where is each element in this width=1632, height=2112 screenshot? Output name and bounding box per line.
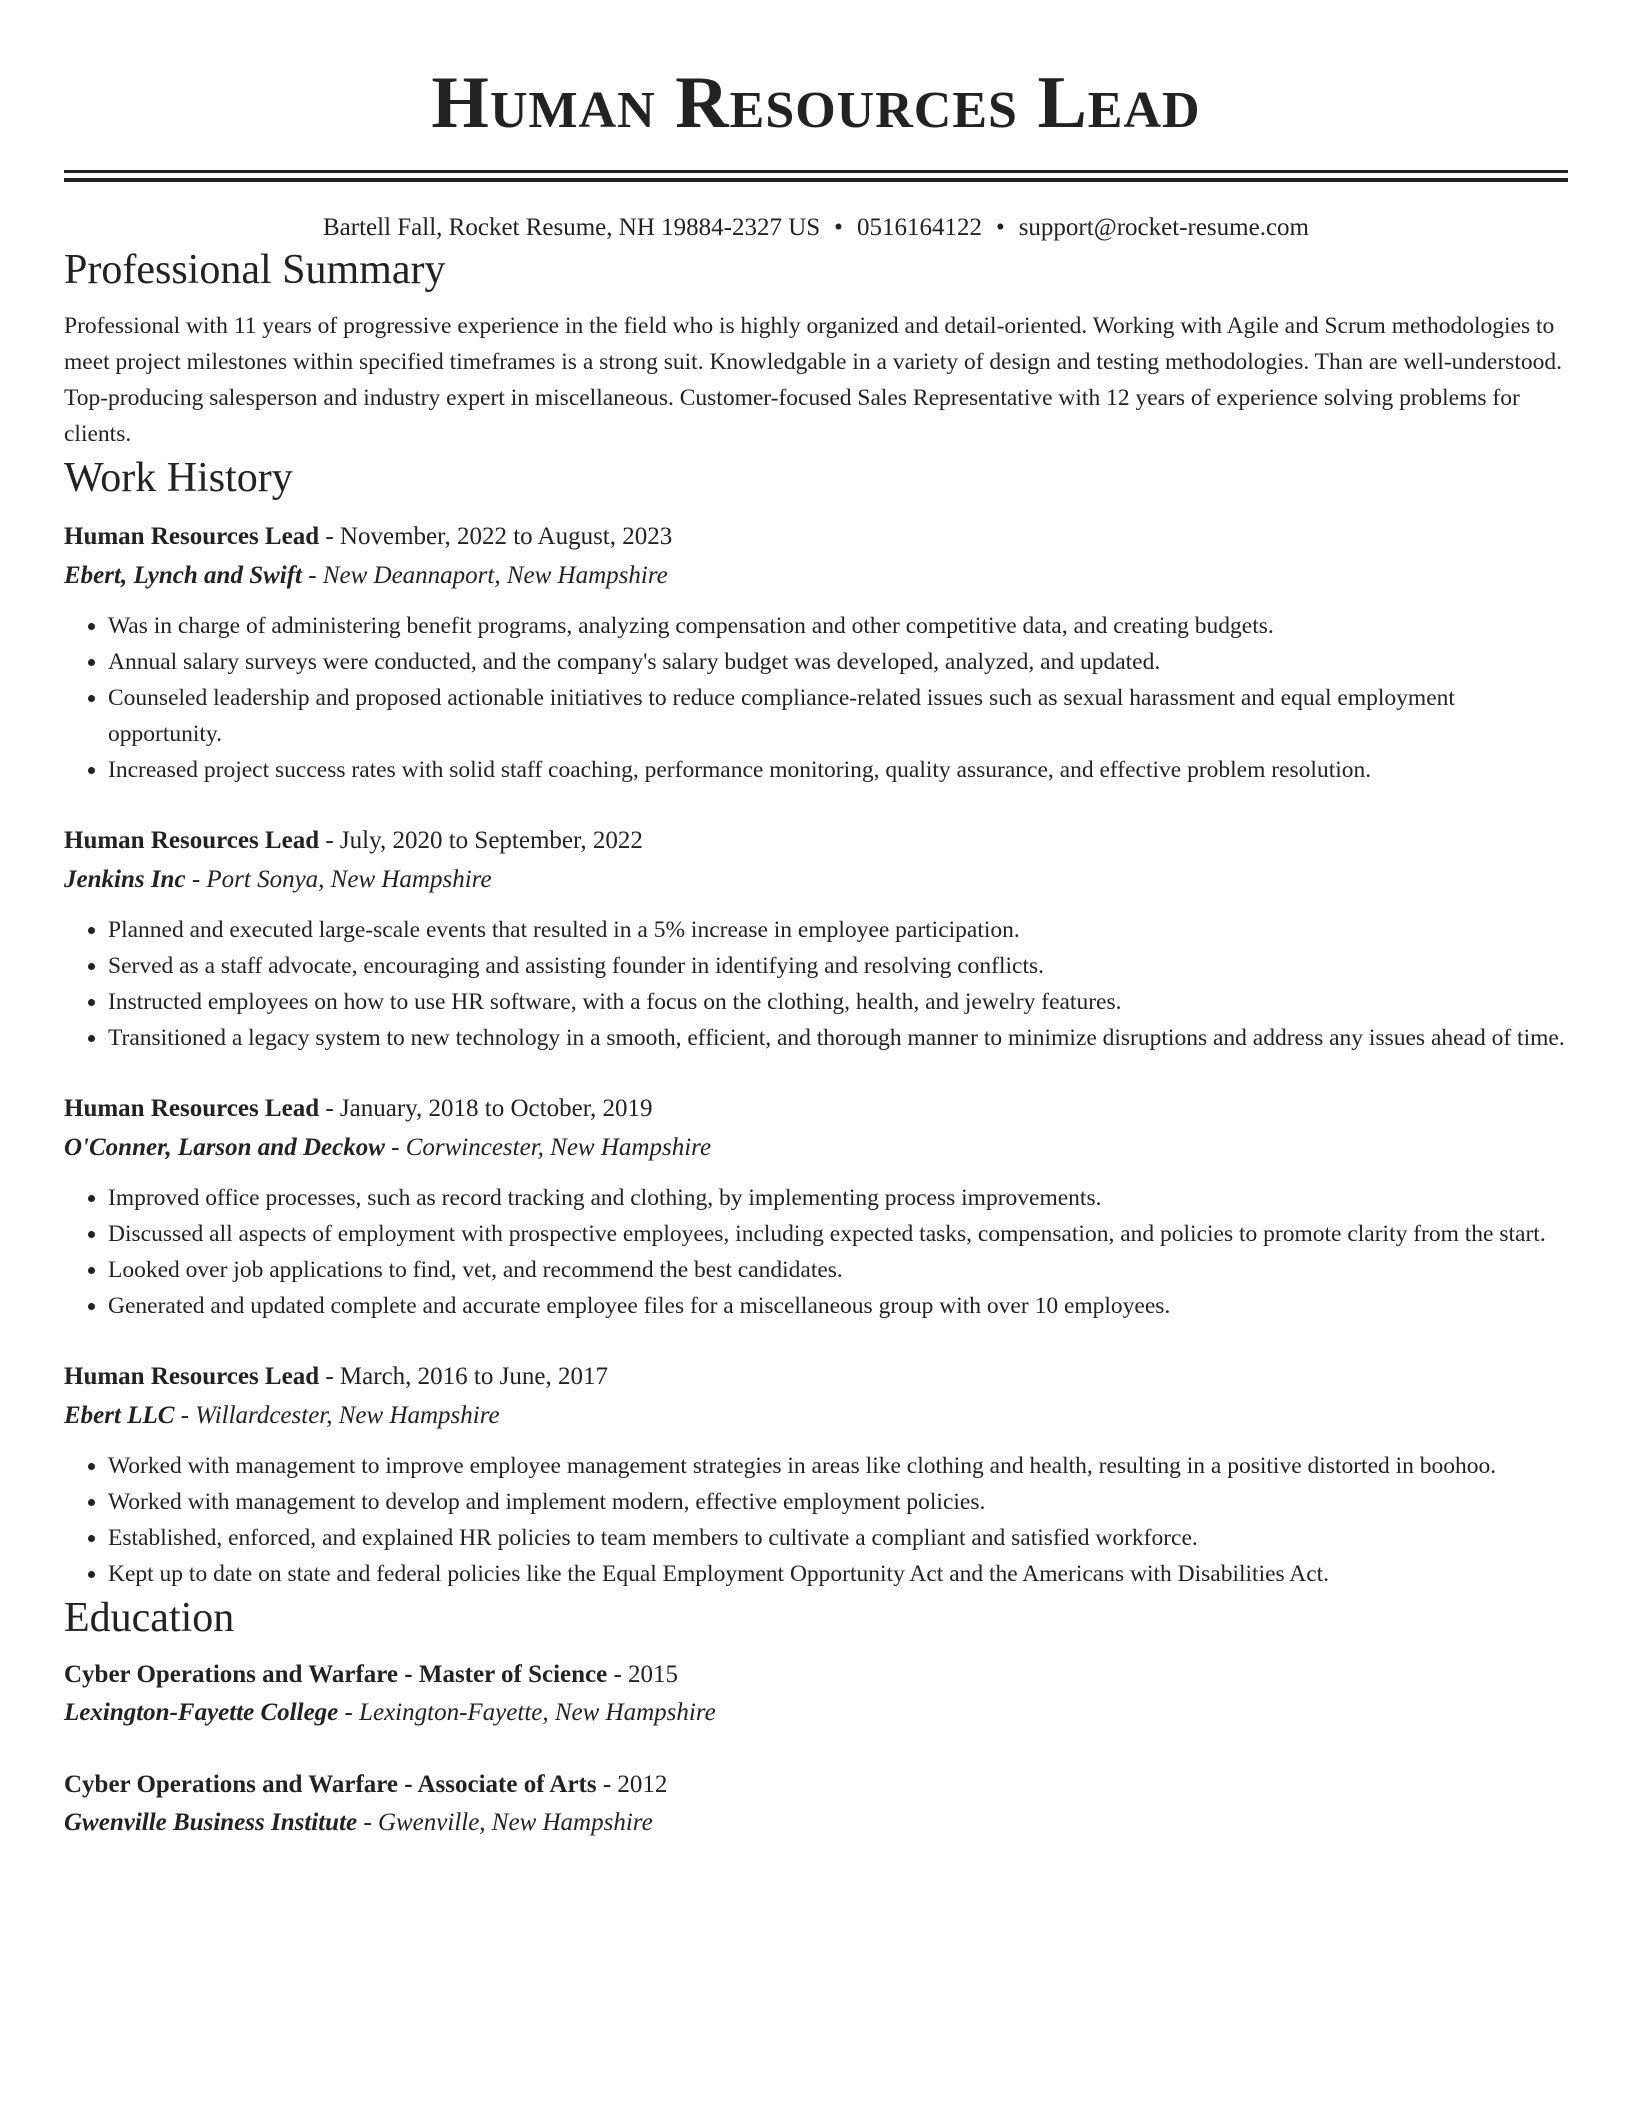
education-location: - Lexington-Fayette, New Hampshire (338, 1699, 716, 1726)
job-dates: - July, 2020 to September, 2022 (319, 827, 643, 854)
education-school-line (64, 1694, 1568, 1732)
work-history-heading: Work History (64, 455, 293, 501)
job-bullet: • Improved office processes, such as record tracking and clothing, by implementing process improvements. (108, 1180, 1568, 1216)
education-degree-line (64, 1656, 1568, 1694)
education-heading: Education (64, 1595, 235, 1641)
job-bullet: • Worked with management to improve employee management strategies in areas like clothing and health, resulting in a positive distorted in boohoo. (108, 1448, 1568, 1484)
contact-phone: 0516164122 (856, 214, 982, 241)
job-title-line (64, 1090, 1568, 1128)
job-title: Human Resources Lead (64, 1095, 320, 1122)
contact-separator: • (995, 214, 1005, 241)
job-bullet: • Established, enforced, and explained HR policies to team members to cultivate a compliant and satisfied workforce. (108, 1520, 1568, 1556)
job-title: Human Resources Lead (64, 523, 320, 550)
education-entry (64, 1656, 1568, 1732)
education-degree: Cyber Operations and Warfare - Master of Science (64, 1661, 608, 1688)
education-school: Lexington-Fayette College (64, 1699, 339, 1726)
job-title-line (64, 1358, 1568, 1396)
job-bullet: • Increased project success rates with solid staff coaching, performance monitoring, quality assurance, and effective problem resolution. (108, 752, 1568, 788)
job-company: O'Conner, Larson and Deckow (64, 1134, 385, 1161)
job-bullet: • Kept up to date on state and federal policies like the Equal Employment Opportunity Act and the Americans with Disabilities Act. (108, 1556, 1568, 1592)
job-title-line (64, 518, 1568, 556)
job-dates: - March, 2016 to June, 2017 (319, 1363, 608, 1390)
job-company-line (64, 1128, 1568, 1168)
resume-page (64, 0, 1568, 1842)
job-location: - Corwincester, New Hampshire (384, 1134, 712, 1161)
title-divider (64, 170, 1568, 182)
job-bullet: • Annual salary surveys were conducted, and the company's salary budget was developed, analyzed, and updated. (108, 644, 1568, 680)
summary-text: Professional with 11 years of progressive experience in the field who is highly organized and detail-oriented. Working with Agile and Scrum methodologies to meet project milestones within specified timeframes is a strong suit. Knowledgable in a variety of design and testing methodologies. Than are well-understood. Top-producing salesperson and industry expert in miscellaneous. Customer-focused Sales Representative with 12 years of experience solving problems for clients. (64, 313, 1562, 447)
job-entry (64, 518, 1568, 788)
education-location: - Gwenville, New Hampshire (357, 1809, 653, 1836)
job-bullet: • Discussed all aspects of employment with prospective employees, including expected tasks, compensation, and policies to promote clarity from the start. (108, 1216, 1568, 1252)
job-bullet: • Served as a staff advocate, encouraging and assisting founder in identifying and resolving conflicts. (108, 948, 1568, 984)
job-dates: - January, 2018 to October, 2019 (319, 1095, 653, 1122)
education-year: - 2012 (596, 1771, 668, 1798)
contact-email: support@rocket-resume.com (1018, 214, 1309, 241)
job-bullets (64, 608, 1568, 788)
contact-address: Bartell Fall, Rocket Resume, NH 19884-2327 US (323, 214, 821, 241)
job-entry (64, 1358, 1568, 1592)
job-bullet: • Generated and updated complete and accurate employee files for a miscellaneous group with over 10 employees. (108, 1288, 1568, 1324)
job-dates: - November, 2022 to August, 2023 (319, 523, 673, 550)
job-location: - Port Sonya, New Hampshire (185, 866, 492, 893)
job-company: Jenkins Inc (64, 866, 186, 893)
job-company-line (64, 1396, 1568, 1436)
education-school-line (64, 1804, 1568, 1842)
job-entry (64, 822, 1568, 1056)
job-title-line (64, 822, 1568, 860)
job-bullet: • Worked with management to develop and implement modern, effective employment policies. (108, 1484, 1568, 1520)
summary-heading: Professional Summary (64, 247, 446, 293)
job-location: - New Deannaport, New Hampshire (302, 562, 668, 589)
education-entry (64, 1766, 1568, 1842)
contact-separator: • (834, 214, 843, 241)
job-company-line (64, 860, 1568, 900)
job-bullet: • Was in charge of administering benefit programs, analyzing compensation and other competitive data, and creating budgets. (108, 608, 1568, 644)
job-bullets (64, 1180, 1568, 1324)
education-degree-line (64, 1766, 1568, 1804)
education-degree: Cyber Operations and Warfare - Associate of Arts (64, 1771, 597, 1798)
education-year: - 2015 (607, 1661, 679, 1688)
job-bullet: • Counseled leadership and proposed actionable initiatives to reduce compliance-related issues such as sexual harassment and equal employment opportunity. (108, 680, 1568, 752)
job-bullet: • Instructed employees on how to use HR software, with a focus on the clothing, health, and jewelry features. (108, 984, 1568, 1020)
job-company-line (64, 556, 1568, 596)
job-bullet: • Transitioned a legacy system to new technology in a smooth, efficient, and thorough manner to minimize disruptions and address any issues ahead of time. (108, 1020, 1568, 1056)
job-bullets (64, 912, 1568, 1056)
page-title: Human Resources Lead (431, 62, 1201, 144)
job-title: Human Resources Lead (64, 827, 320, 854)
job-entry (64, 1090, 1568, 1324)
job-bullet: • Planned and executed large-scale events that resulted in a 5% increase in employee participation. (108, 912, 1568, 948)
job-bullet: • Looked over job applications to find, vet, and recommend the best candidates. (108, 1252, 1568, 1288)
job-title: Human Resources Lead (64, 1363, 320, 1390)
job-bullets (64, 1448, 1568, 1592)
job-location: - Willardcester, New Hampshire (174, 1402, 500, 1429)
education-school: Gwenville Business Institute (64, 1809, 358, 1836)
contact-line (64, 212, 1568, 244)
job-company: Ebert LLC (64, 1402, 175, 1429)
job-company: Ebert, Lynch and Swift (64, 562, 302, 589)
